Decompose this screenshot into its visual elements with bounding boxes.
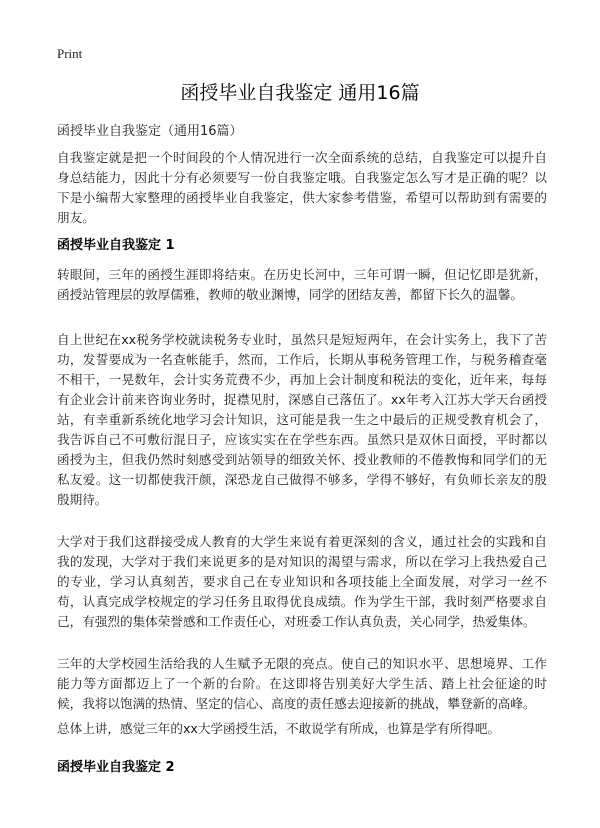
body-paragraph: 总体上讲，感觉三年的xx大学函授生活，不敢说学有所成，也算是学有所得吧。 xyxy=(57,721,501,736)
section-heading: 函授毕业自我鉴定 1 xyxy=(57,238,175,253)
document-subtitle: 函授毕业自我鉴定（通用16篇） xyxy=(57,124,243,139)
body-paragraph: 三年的大学校园生活给我的人生赋予无限的亮点。使自己的知识水平、思想境界、工作能力等方面都迈上了一个新的台阶。在这即将告别美好大学生活、踏上社会征途的时候，我将以饱满的热情、坚定的信心、高度的责任感去迎接新的挑战，攀登新的高峰。 xyxy=(57,656,547,711)
print-link[interactable]: Print xyxy=(57,46,83,61)
document-title: 函授毕业自我鉴定 通用16篇 xyxy=(180,82,420,104)
section-heading: 函授毕业自我鉴定 2 xyxy=(57,760,175,775)
body-paragraph: 自上世纪在xx税务学校就读税务专业时，虽然只是短短两年，在会计实务上，我下了苦功，发誓要成为一名查帐能手，然而，工作后，长期从事税务管理工作，与税务稽查毫不相干，一晃数年，会计实务荒费不少，再加上会计制度和税法的变化，近年来，每每有企业会计前来咨询业务时，捉襟见肘，深感自己落伍了。xx年考入江苏大学天台函授站，有幸重新系统化地学习会计知识，这可能是我一生之中最后的正规受教育机会了，我告诉自己不可敷衍混日子，应该实实在在学些东西。虽然只是双休日面授，平时都以函授为主，但我仍然时刻感受到站领导的细致关怀、授业教师的不倦教悔和同学们的无私友爱。这一切都使我汗颜，深恐龙自己做得不够多，学得不够好，有负师长亲友的殷殷期待。 xyxy=(57,332,547,507)
intro-paragraph: 自我鉴定就是把一个时间段的个人情况进行一次全面系统的总结，自我鉴定可以提升自身总结能力，因此十分有必须要写一份自我鉴定哦。自我鉴定怎么写才是正确的呢？以下是小编帮大家整理的函授毕业自我鉴定，供大家参考借鉴，希望可以帮助到有需要的朋友。 xyxy=(57,150,547,225)
body-paragraph: 转眼间，三年的函授生涯即将结束。在历史长河中，三年可谓一瞬，但记忆即是犹新，函授站管理层的敦厚儒雅，教师的敬业渊博，同学的团结友善，都留下长久的温馨。 xyxy=(57,267,547,302)
body-paragraph: 大学对于我们这群接受成人教育的大学生来说有着更深刻的含义，通过社会的实践和自我的发现，大学对于我们来说更多的是对知识的渴望与需求，所以在学习上我热爱自己的专业，学习认真刻苦，要求自己在专业知识和各项技能上全面发展，对学习一丝不苟，认真完成学校规定的学习任务且取得优良成绩。作为学生干部，我时刻严格要求自己，有强烈的集体荣誉感和工作责任心，对班委工作认真负责，关心同学，热爱集体。 xyxy=(57,534,547,629)
